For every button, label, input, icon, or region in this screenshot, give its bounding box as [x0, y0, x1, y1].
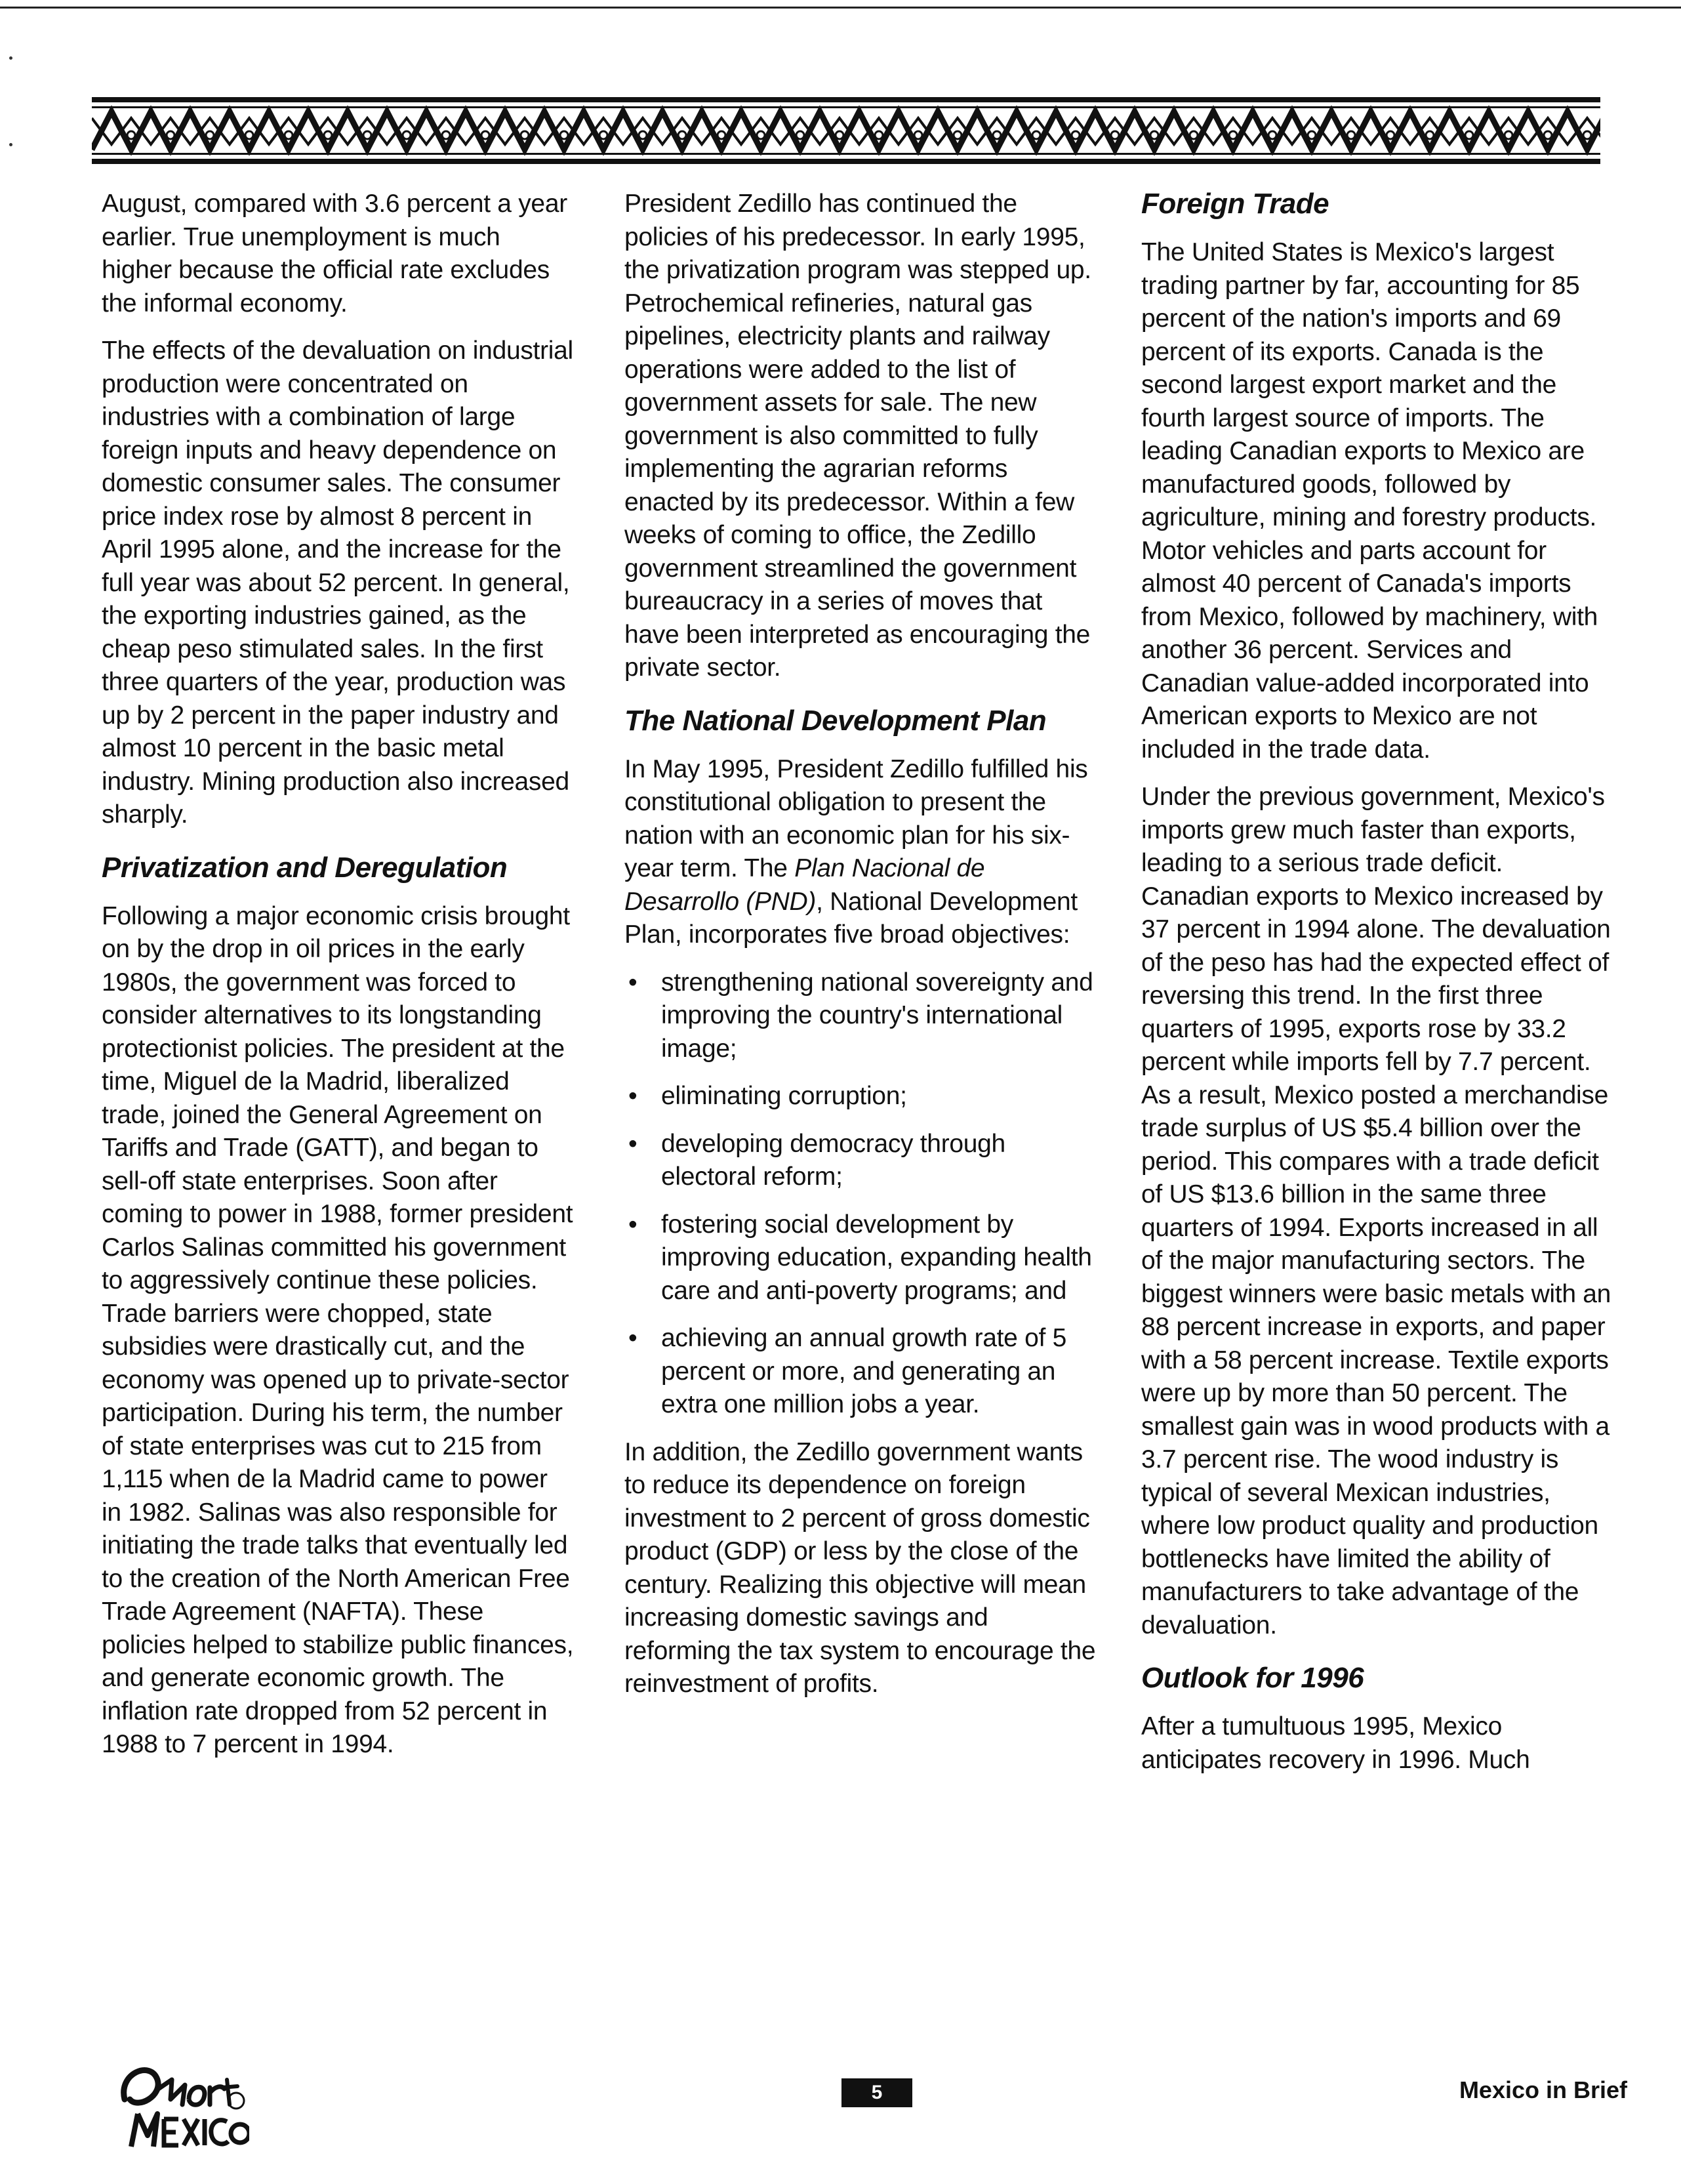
- border-dot: [1032, 131, 1040, 139]
- border-dot: [285, 131, 293, 139]
- objectives-list: [624, 966, 1097, 1422]
- top-rule: [0, 7, 1681, 9]
- list-item-text: fostering social development by improving education, expanding health care and anti-poverty programs; and: [661, 1210, 1092, 1305]
- section-heading: Privatization and Deregulation: [102, 851, 508, 884]
- border-dot: [993, 131, 1001, 139]
- export-mexico-logo: [111, 2053, 249, 2152]
- border-dot: [1465, 131, 1473, 139]
- border-dot: [127, 131, 135, 139]
- border-dot: [757, 131, 765, 139]
- list-item-text: achieving an annual growth rate of 5 percent or more, and generating an extra one million jobs a year.: [661, 1324, 1066, 1418]
- list-item-text: strengthening national sovereignty and improving the country's international image;: [661, 968, 1093, 1063]
- border-dot: [403, 131, 411, 139]
- border-dot: [1544, 131, 1552, 139]
- list-item: [624, 1322, 1097, 1422]
- paragraph: In addition, the Zedillo government wants to reduce its dependence on foreign investment to 2 percent of gross domestic product (GDP) or less by the close of the century. Realizing this objective will mean increasing domestic savings and reforming the tax system to encourage the reinvestment of profits.: [624, 1437, 1096, 1698]
- list-item: [624, 966, 1097, 1066]
- list-item: [624, 1080, 1097, 1113]
- border-dot: [560, 131, 568, 139]
- zigzag-pattern: [92, 112, 1600, 150]
- paragraph: [624, 753, 1097, 952]
- section-heading: Foreign Trade: [1141, 188, 1329, 220]
- border-dot: [914, 131, 922, 139]
- paragraph: The United States is Mexico's largest trading partner by far, accounting for 85 percent of the nation's imports and 69 percent of its exports. Canada is the second largest export market and the fourth largest source of imports. The leading Canadian exports to Mexico are manufactured goods, followed by agriculture, mining and forestry products. Motor vehicles and parts account for almost 40 percent of Canada's imports from Mexico, followed by machinery, with another 36 percent. Services and Canadian value-added incorporated into American exports to Mexico are not included in the trade data.: [1141, 238, 1598, 764]
- border-dot: [1111, 131, 1119, 139]
- paragraph: Under the previous government, Mexico's imports grew much faster than exports, leading to a serious trade deficit. Canadian exports to Mexico increased by 37 percent in 1994 alone. The devaluation of the peso has had the expected effect of reversing this trend. In the first three quarters of 1995, exports rose by 33.2 percent while imports fell by 7.7 percent. As a result, Mexico posted a merchandise trade surplus of US $5.4 billion over the period. This compares with a trade deficit of US $13.6 billion in the same three quarters of 1994. Exports increased in all of the major manufacturing sectors. The biggest winners were basic metals with an 88 percent increase in exports, and paper with a 58 percent increase. Textile exports were up by more than 50 percent. The smallest gain was in wood products with a 3.7 percent rise. The wood industry is typical of several Mexican industries, where low product quality and production bottlenecks have limited the ability of manufacturers to take advantage of the devaluation.: [1141, 783, 1611, 1639]
- section-heading: Outlook for 1996: [1141, 1662, 1364, 1694]
- border-dot: [836, 131, 843, 139]
- border-dot: [718, 131, 725, 139]
- plan-name-italic: Plan Nacional de Desarrollo (PND): [624, 854, 985, 916]
- list-item-text: developing democracy through electoral reform;: [661, 1129, 1005, 1191]
- border-dot: [1190, 131, 1198, 139]
- document-title: Mexico in Brief: [1459, 2076, 1627, 2103]
- border-dot: [1426, 131, 1434, 139]
- section-heading: The National Development Plan: [624, 704, 1047, 737]
- decorative-border: [92, 97, 1600, 164]
- border-dot: [954, 131, 962, 139]
- column-middle: [624, 188, 1097, 1716]
- bullet-icon: •: [628, 1324, 638, 1352]
- scan-speck: [9, 143, 12, 146]
- border-dot: [1387, 131, 1394, 139]
- border-dot: [1347, 131, 1355, 139]
- list-item: [624, 1208, 1097, 1308]
- border-dot: [481, 131, 489, 139]
- border-dot: [1229, 131, 1237, 139]
- border-dot: [1308, 131, 1316, 139]
- border-dot: [1072, 131, 1080, 139]
- border-dot: [875, 131, 883, 139]
- border-dot: [167, 131, 174, 139]
- column-right: [1141, 188, 1613, 1791]
- border-dot: [639, 131, 647, 139]
- border-dot: [1268, 131, 1276, 139]
- bullet-icon: •: [628, 1129, 638, 1158]
- bullet-icon: •: [628, 968, 638, 997]
- paragraph: August, compared with 3.6 percent a year earlier. True unemployment is much higher because the official rate excludes the informal economy.: [102, 190, 567, 318]
- page-number-badge: 5: [841, 2078, 912, 2107]
- bullet-icon: •: [628, 1210, 638, 1239]
- column-left: [102, 188, 574, 1776]
- scan-speck: [9, 56, 12, 60]
- list-item: [624, 1128, 1097, 1194]
- border-dot: [442, 131, 450, 139]
- text-run: In May 1995, President Zedillo fulfilled his constitutional obligation to present the nation with an economic plan for his six-year term. The: [624, 754, 1088, 882]
- paragraph: Following a major economic crisis brought on by the drop in oil prices in the early 1980s, the government was forced to consider alternatives to its longstanding protectionist policies. The president at the time, Miguel de la Madrid, liberalized trade, joined the General Agreement on Tariffs and Trade (GATT), and began to sell-off state enterprises. Soon after coming to power in 1988, former president Carlos Salinas committed his government to aggressively continue these policies. Trade barriers were chopped, state subsidies were drastically cut, and the economy was opened up to private-sector participation. During his term, the number of state enterprises was cut to 215 from 1,115 when de la Madrid came to power in 1982. Salinas was also responsible for initiating the trade talks that eventually led to the creation of the North American Free Trade Agreement (NAFTA). These policies helped to stabilize public finances, and generate economic growth. The inflation rate dropped from 52 percent in 1988 to 7 percent in 1994.: [102, 901, 574, 1758]
- border-dot: [678, 131, 686, 139]
- border-dot: [599, 131, 607, 139]
- paragraph: The effects of the devaluation on industrial production were concentrated on industries with a combination of large foreign inputs and heavy dependence on domestic consumer sales. The consumer price index rose by almost 8 percent in April 1995 alone, and the increase for the full year was about 52 percent. In general, the exporting industries gained, as the cheap peso stimulated sales. In the first three quarters of the year, production was up by 2 percent in the paper industry and almost 10 percent in the basic metal industry. Mining production also increased sharply.: [102, 337, 573, 829]
- bullet-icon: •: [628, 1082, 638, 1110]
- border-dot: [1583, 131, 1591, 139]
- paragraph: After a tumultuous 1995, Mexico anticipates recovery in 1996. Much: [1141, 1712, 1530, 1774]
- border-dot: [363, 131, 371, 139]
- border-dot: [1150, 131, 1158, 139]
- paragraph: President Zedillo has continued the policies of his predecessor. In early 1995, the privatization program was stepped up. Petrochemical refineries, natural gas pipelines, electricity plants and railway operations were added to the list of government assets for sale. The new government is also committed to fully implementing the agrarian reforms enacted by its predecessor. Within a few weeks of coming to office, the Zedillo government streamlined the government bureaucracy in a series of moves that have been interpreted as encouraging the private sector.: [624, 190, 1091, 682]
- list-item-text: eliminating corruption;: [661, 1082, 907, 1110]
- border-dot: [796, 131, 804, 139]
- border-dot: [206, 131, 214, 139]
- border-dot: [324, 131, 332, 139]
- border-dot: [1505, 131, 1512, 139]
- border-dot: [521, 131, 529, 139]
- border-dot: [245, 131, 253, 139]
- text-run: , National Development Plan, incorporates five broad objectives:: [624, 887, 1078, 949]
